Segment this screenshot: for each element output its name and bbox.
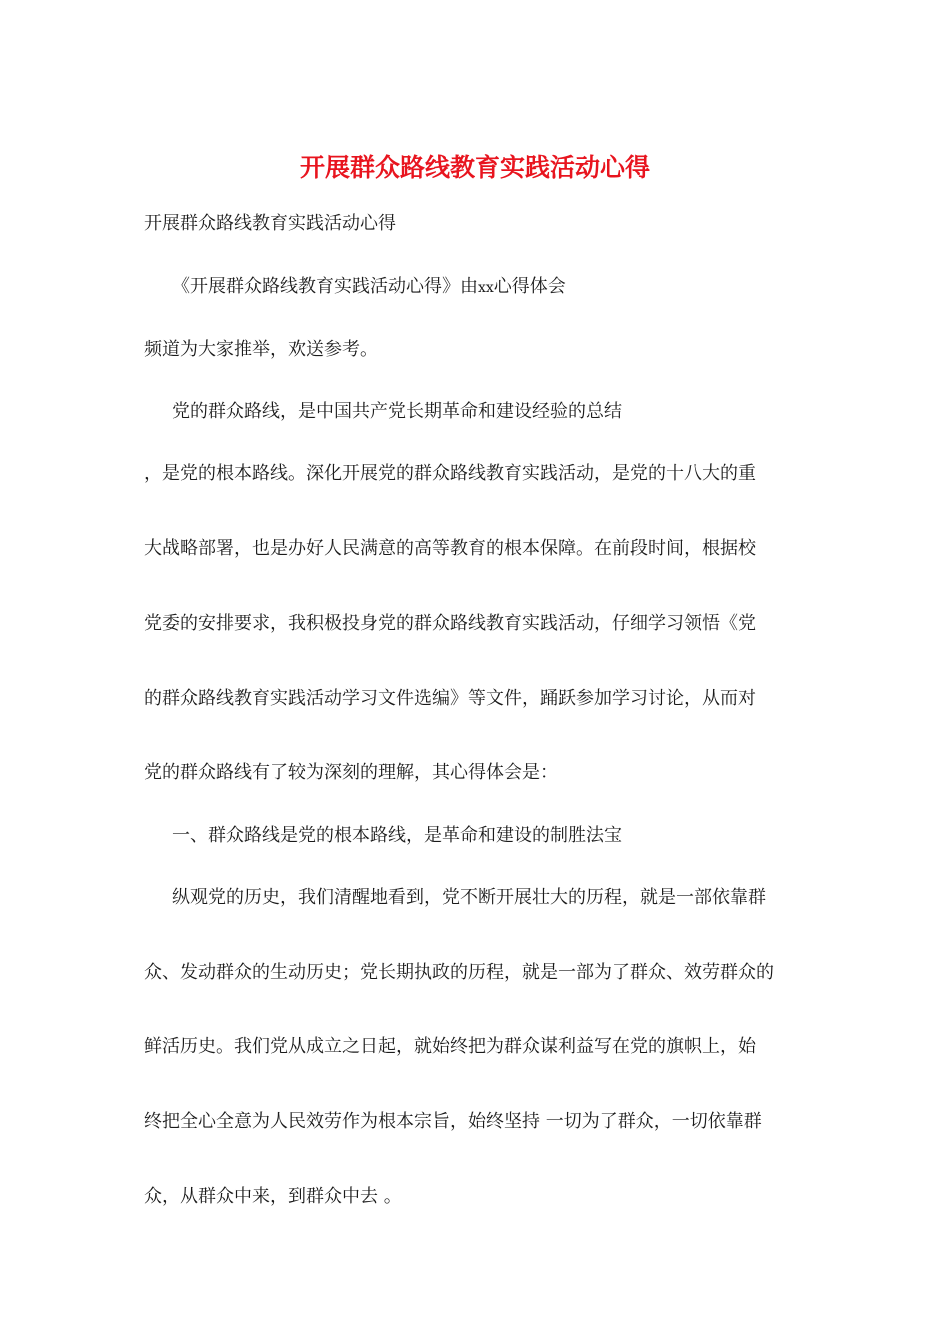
document-subtitle: 开展群众路线教育实践活动心得 (144, 213, 396, 234)
document-title: 开展群众路线教育实践活动心得 (299, 153, 650, 182)
paragraph-1-line-6: 党的群众路线有了较为深刻的理解，其心得体会是： (144, 762, 558, 783)
paragraph-1-line-5: 的群众路线教育实践活动学习文件选编》等文件，踊跃参加学习讨论，从而对 (144, 688, 756, 709)
paragraph-1-line-3: 大战略部署，也是办好人民满意的高等教育的根本保障。在前段时间，根据校 (144, 538, 756, 559)
intro-line-1 (172, 274, 566, 301)
intro-line-1-xx: xx (478, 280, 494, 296)
paragraph-2-line-5: 众，从群众中来，到群众中去 。 (144, 1186, 402, 1207)
section-1-heading: 一、群众路线是党的根本路线，是革命和建设的制胜法宝 (172, 825, 622, 846)
paragraph-2-line-1: 纵观党的历史，我们清醒地看到，党不断开展壮大的历程，就是一部依靠群 (172, 887, 766, 908)
paragraph-2-line-2: 众、发动群众的生动历史；党长期执政的历程，就是一部为了群众、效劳群众的 (144, 962, 774, 983)
paragraph-1-line-1: 党的群众路线，是中国共产党长期革命和建设经验的总结 (172, 401, 622, 422)
intro-line-1-text-a: 《开展群众路线教育实践活动心得》由 (172, 276, 478, 297)
intro-line-2: 频道为大家推举，欢送参考。 (144, 339, 378, 360)
paragraph-2-line-4: 终把全心全意为人民效劳作为根本宗旨，始终坚持 一切为了群众，一切依靠群 (144, 1111, 762, 1132)
intro-line-1-text-b: 心得体会 (493, 276, 566, 297)
paragraph-1-line-4: 党委的安排要求，我积极投身党的群众路线教育实践活动，仔细学习领悟《党 (144, 613, 756, 634)
paragraph-2-line-3: 鲜活历史。我们党从成立之日起，就始终把为群众谋利益写在党的旗帜上，始 (144, 1036, 756, 1057)
paragraph-1-line-2: ，是党的根本路线。深化开展党的群众路线教育实践活动，是党的十八大的重 (144, 463, 756, 484)
